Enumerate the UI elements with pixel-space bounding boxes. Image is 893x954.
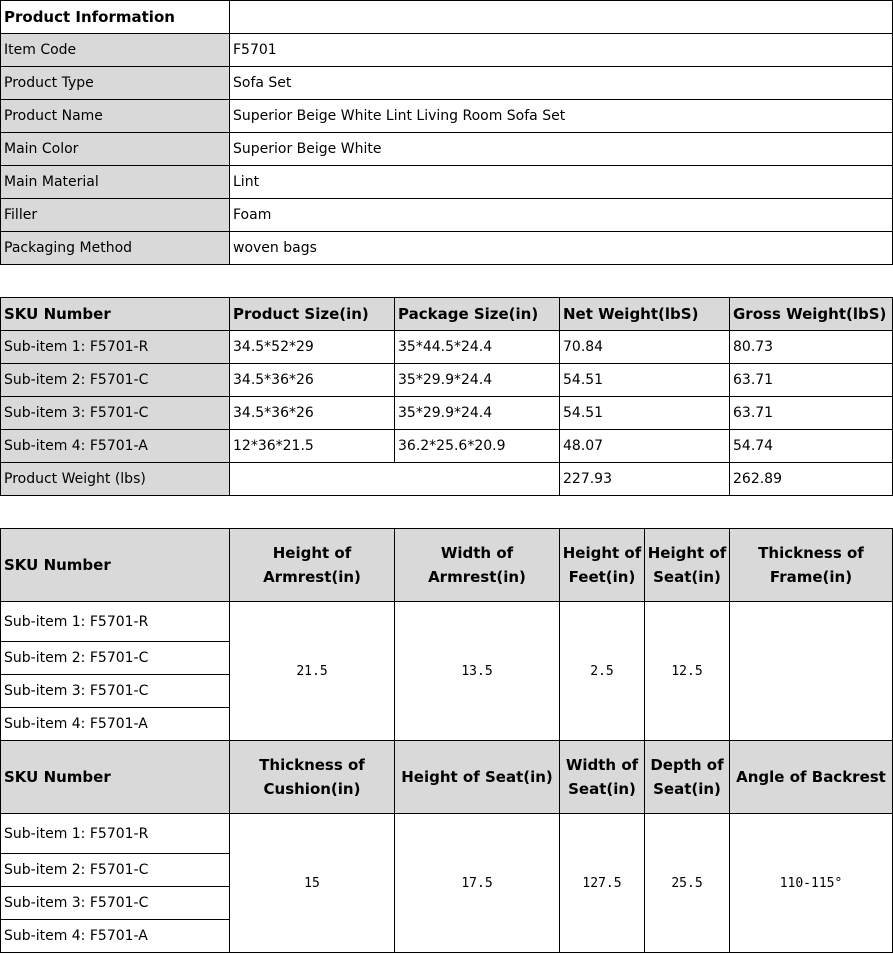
product-info-row: [1, 100, 893, 133]
empty-cell: [230, 1, 893, 34]
width-of-armrest-value: 13.5: [395, 602, 560, 741]
product-size-cell: 12*36*21.5: [230, 430, 395, 463]
table-row: [1, 397, 893, 430]
main-color-label: Main Color: [1, 133, 230, 166]
dimensions-table: [0, 528, 893, 953]
product-info-header-row: [1, 1, 893, 34]
thickness-of-cushion-header: Thickness of Cushion(in): [230, 741, 395, 814]
sku-cell: Sub-item 2: F5701-C: [1, 364, 230, 397]
packaging-method-value: woven bags: [230, 232, 893, 265]
sku-size-table: [0, 297, 893, 496]
gross-weight-cell: 54.74: [730, 430, 893, 463]
net-weight-cell: 54.51: [560, 364, 730, 397]
net-weight-cell: 70.84: [560, 331, 730, 364]
height-of-feet-value: 2.5: [560, 602, 645, 741]
net-weight-header: Net Weight(lbS): [560, 298, 730, 331]
gross-weight-header: Gross Weight(lbS): [730, 298, 893, 331]
empty-cell: [230, 463, 560, 496]
sku-cell: Sub-item 3: F5701-C: [1, 887, 230, 920]
product-info-row: [1, 34, 893, 67]
sku-header-row: [1, 298, 893, 331]
sku-cell: Sub-item 3: F5701-C: [1, 397, 230, 430]
package-size-cell: 36.2*25.6*20.9: [395, 430, 560, 463]
product-size-header: Product Size(in): [230, 298, 395, 331]
height-of-seat-value: 12.5: [645, 602, 730, 741]
sku-cell: Sub-item 2: F5701-C: [1, 642, 230, 675]
sku-cell: Sub-item 4: F5701-A: [1, 920, 230, 953]
gross-weight-cell: 80.73: [730, 331, 893, 364]
sku-cell: Sub-item 2: F5701-C: [1, 854, 230, 887]
depth-of-seat-value: 25.5: [645, 814, 730, 953]
product-size-cell: 34.5*36*26: [230, 364, 395, 397]
table-row: [1, 364, 893, 397]
height-of-armrest-header: Height of Armrest(in): [230, 529, 395, 602]
product-name-label: Product Name: [1, 100, 230, 133]
angle-of-backrest-value: 110-115°: [730, 814, 893, 953]
product-info-table: [0, 0, 893, 265]
depth-of-seat-header: Depth of Seat(in): [645, 741, 730, 814]
height-of-seat-header: Height of Seat(in): [645, 529, 730, 602]
main-material-value: Lint: [230, 166, 893, 199]
product-type-label: Product Type: [1, 67, 230, 100]
thickness-of-frame-header: Thickness of Frame(in): [730, 529, 893, 602]
table-row: [1, 602, 893, 642]
product-info-row: [1, 232, 893, 265]
package-size-cell: 35*29.9*24.4: [395, 364, 560, 397]
dimensions-header-row: [1, 529, 893, 602]
height-of-feet-header: Height of Feet(in): [560, 529, 645, 602]
sku-number-header: SKU Number: [1, 529, 230, 602]
width-of-seat-header: Width of Seat(in): [560, 741, 645, 814]
seat-height-value: 17.5: [395, 814, 560, 953]
dimensions-header-row: [1, 741, 893, 814]
gross-weight-cell: 63.71: [730, 397, 893, 430]
sku-cell: Sub-item 4: F5701-A: [1, 708, 230, 741]
total-gross-weight: 262.89: [730, 463, 893, 496]
packaging-method-label: Packaging Method: [1, 232, 230, 265]
height-of-armrest-value: 21.5: [230, 602, 395, 741]
width-of-seat-value: 127.5: [560, 814, 645, 953]
product-info-row: [1, 166, 893, 199]
sku-cell: Sub-item 1: F5701-R: [1, 814, 230, 854]
angle-of-backrest-header: Angle of Backrest: [730, 741, 893, 814]
product-name-value: Superior Beige White Lint Living Room Sofa Set: [230, 100, 893, 133]
table-row: [1, 430, 893, 463]
main-material-label: Main Material: [1, 166, 230, 199]
seat-height-header: Height of Seat(in): [395, 741, 560, 814]
total-net-weight: 227.93: [560, 463, 730, 496]
gross-weight-cell: 63.71: [730, 364, 893, 397]
filler-value: Foam: [230, 199, 893, 232]
item-code-value: F5701: [230, 34, 893, 67]
thickness-of-cushion-value: 15: [230, 814, 395, 953]
width-of-armrest-header: Width of Armrest(in): [395, 529, 560, 602]
sku-cell: Sub-item 1: F5701-R: [1, 331, 230, 364]
sku-cell: Sub-item 4: F5701-A: [1, 430, 230, 463]
package-size-cell: 35*44.5*24.4: [395, 331, 560, 364]
product-size-cell: 34.5*36*26: [230, 397, 395, 430]
table-row: [1, 331, 893, 364]
net-weight-cell: 48.07: [560, 430, 730, 463]
net-weight-cell: 54.51: [560, 397, 730, 430]
table-row: [1, 814, 893, 854]
main-color-value: Superior Beige White: [230, 133, 893, 166]
product-type-value: Sofa Set: [230, 67, 893, 100]
sku-cell: Sub-item 1: F5701-R: [1, 602, 230, 642]
product-info-row: [1, 67, 893, 100]
product-size-cell: 34.5*52*29: [230, 331, 395, 364]
sku-number-header: SKU Number: [1, 298, 230, 331]
product-info-row: [1, 199, 893, 232]
sku-number-header: SKU Number: [1, 741, 230, 814]
filler-label: Filler: [1, 199, 230, 232]
product-info-row: [1, 133, 893, 166]
package-size-header: Package Size(in): [395, 298, 560, 331]
product-weight-label: Product Weight (lbs): [1, 463, 230, 496]
thickness-of-frame-value: [730, 602, 893, 741]
product-info-title: Product Information: [1, 1, 230, 34]
total-weight-row: [1, 463, 893, 496]
sku-cell: Sub-item 3: F5701-C: [1, 675, 230, 708]
package-size-cell: 35*29.9*24.4: [395, 397, 560, 430]
item-code-label: Item Code: [1, 34, 230, 67]
